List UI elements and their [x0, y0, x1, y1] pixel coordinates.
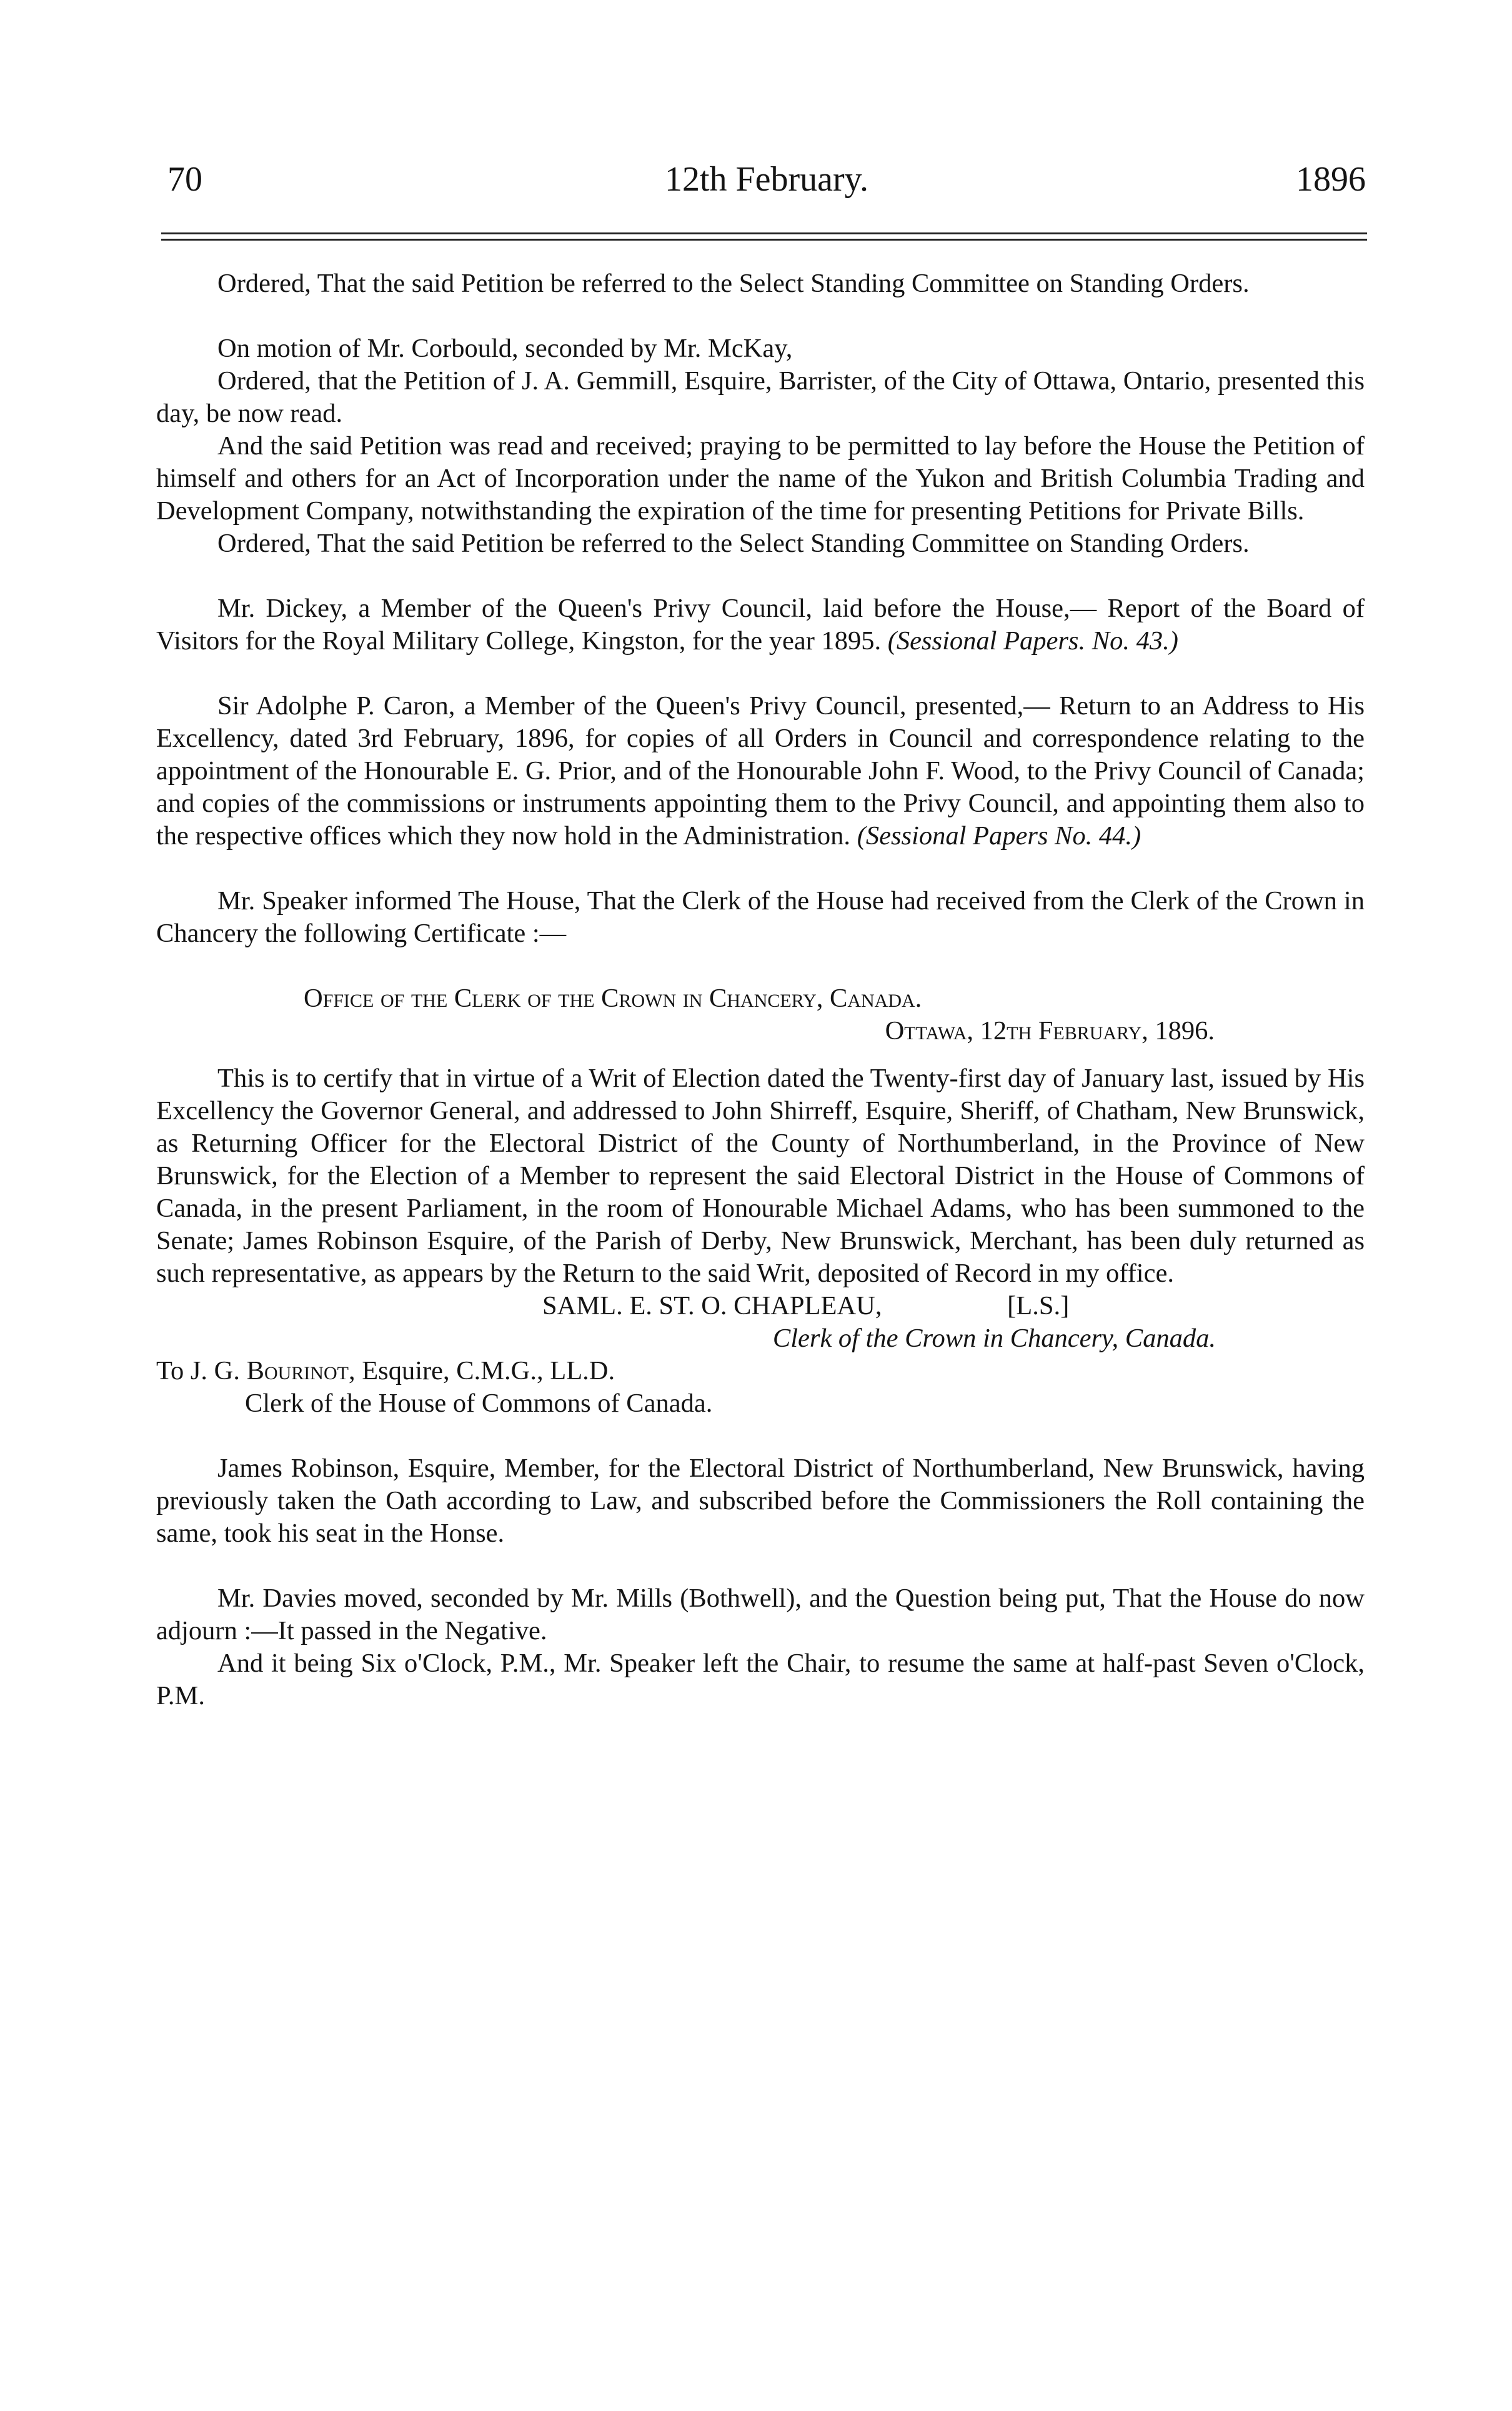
paragraph: Mr. Davies moved, seconded by Mr. Mills (Bothwell), and the Question being put, That the House do now adjourn :—It passed in the Negative.: [156, 1584, 1365, 1645]
certificate-signature-line: [156, 1290, 1365, 1322]
addressee-line: [156, 1355, 1365, 1387]
paragraph: And the said Petition was read and received; praying to be permitted to lay before the House the Petition of himself and others for an Act of Incorporation under the name of the Yukon and British Columbia Trading and Development Company, notwithstanding the expiration of the time for presenting Petitions for Private Bills.: [156, 431, 1365, 526]
header-rule-bottom: [161, 239, 1367, 241]
running-header: [167, 157, 1366, 201]
page-number: 70: [167, 160, 202, 199]
paragraph-text: Mr. Dickey, a Member of the Queen's Privy Council, laid before the House,— Report of the Board of Visitors for the Royal Military College, Kingston, for the year 1895.: [156, 594, 1365, 656]
paragraph: James Robinson, Esquire, Member, for the Electoral District of Northumberland, New Brunswick, having previously taken the Oath according to Law, and subscribed before the Commissioners the Roll containing the same, took his seat in the Honse.: [156, 1454, 1365, 1548]
header-date: 12th February.: [664, 160, 869, 199]
certificate-dateline: [156, 1015, 1365, 1047]
header-year: 1896: [1296, 160, 1366, 199]
signature-role: Clerk of the Crown in Chancery, Canada.: [772, 1324, 1216, 1353]
paragraph: Mr. Speaker informed The House, That the Clerk of the House had received from the Clerk of the Crown in Chancery the following Certificate :—: [156, 886, 1365, 948]
addressee-role: Clerk of the House of Commons of Canada.: [245, 1389, 713, 1418]
header-rule-top: [161, 232, 1367, 234]
certificate-heading: Office of the Clerk of the Crown in Chancery, Canada.: [304, 984, 922, 1013]
paragraph: Ordered, That the said Petition be referred to the Select Standing Committee on Standing Orders.: [217, 269, 1250, 298]
certificate-text: This is to certify that in virtue of a Writ of Election dated the Twenty-first day of January last, issued by His Excellency the Governor General, and addressed to John Shirreff, Esquire, Sheriff, of Chatham, New Brunswick, as Returning Officer for the Electoral District of the County of Northumberland, in the Province of New Brunswick, for the Election of a Member to represent the said Electoral District in the House of Commons of Canada, in the present Parliament, in the room of Honourable Michael Adams, who has been summoned to the Senate; James Robinson Esquire, of the Parish of Derby, New Brunswick, Merchant, has been duly returned as such representative, as appears by the Return to the said Writ, deposited of Record in my office.: [156, 1064, 1365, 1288]
paragraph: [156, 690, 1365, 852]
paragraph: And it being Six o'Clock, P.M., Mr. Speaker left the Chair, to resume the same at half-past Seven o'Clock, P.M.: [156, 1649, 1365, 1710]
paragraph-text: Sir Adolphe P. Caron, a Member of the Queen's Privy Council, presented,— Return to an Address to His Excellency, dated 3rd February, 1896, for copies of all Orders in Council and correspondence relating to the appointment of the Honourable E. G. Prior, and of the Honourable John F. Wood, to the Privy Council of Canada; and copies of the commissions or instruments appointing them to the Privy Council, and appointing them also to the respective offices which they now hold in the Administration.: [156, 691, 1365, 851]
journal-body: [156, 267, 1365, 1712]
paragraph: On motion of Mr. Corbould, seconded by Mr. McKay,: [217, 334, 793, 363]
signature-name: SAML. E. ST. O. CHAPLEAU,: [542, 1291, 882, 1320]
addressee-prefix: To J. G.: [156, 1356, 240, 1385]
sessional-paper-ref: (Sessional Papers. No. 43.): [887, 626, 1178, 656]
addressee-name: Bourinot,: [246, 1356, 356, 1385]
seal-mark: [L.S.]: [1007, 1291, 1070, 1320]
addressee-suffix: Esquire, C.M.G., LL.D.: [362, 1356, 615, 1385]
dateline-text: Ottawa, 12th February, 1896.: [885, 1016, 1215, 1046]
paragraph: Ordered, that the Petition of J. A. Gemmill, Esquire, Barrister, of the City of Ottawa, Ontario, presented this day, be now read.: [156, 366, 1365, 428]
sessional-paper-ref: (Sessional Papers No. 44.): [857, 821, 1141, 851]
paragraph: Ordered, That the said Petition be referred to the Select Standing Committee on Standing Orders.: [217, 529, 1250, 558]
paragraph: [156, 592, 1365, 657]
